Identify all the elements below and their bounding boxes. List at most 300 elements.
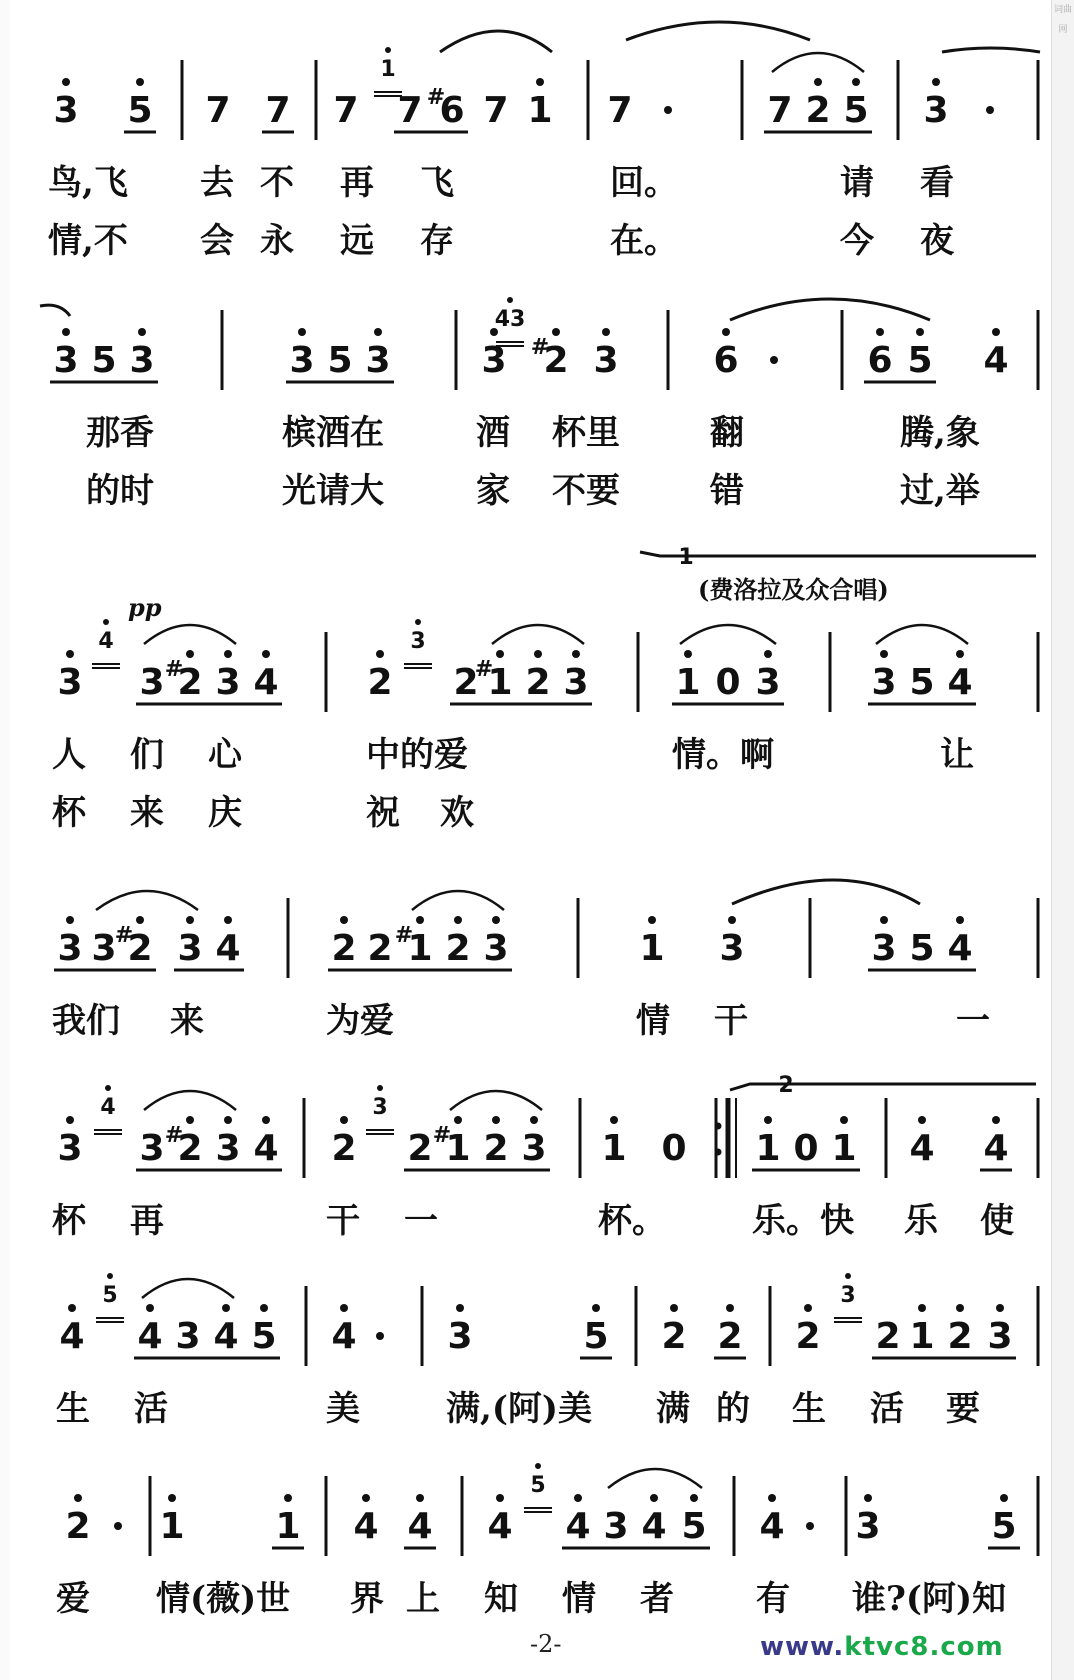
octave-dot bbox=[840, 1116, 848, 1124]
octave-dot bbox=[690, 1494, 698, 1502]
slur-arc bbox=[772, 53, 864, 72]
lyric-verse-2: 庆 bbox=[208, 793, 242, 833]
phrase-slur bbox=[440, 31, 552, 52]
note: 2 bbox=[367, 662, 393, 703]
octave-dot bbox=[416, 916, 424, 924]
lyric-verse-2: 欢 bbox=[440, 793, 474, 833]
repeat-dot bbox=[715, 1123, 722, 1130]
note: 3 bbox=[603, 1506, 629, 1547]
note: 2 bbox=[445, 928, 471, 969]
site-watermark[interactable] bbox=[760, 1632, 1004, 1662]
note: 4 bbox=[215, 928, 241, 969]
octave-dot bbox=[107, 1273, 113, 1279]
note: 3 bbox=[215, 662, 241, 703]
lyric-verse-1: 满 bbox=[656, 1389, 690, 1429]
octave-dot bbox=[492, 916, 500, 924]
octave-dot bbox=[650, 1494, 658, 1502]
note: 5 bbox=[327, 340, 353, 381]
octave-dot bbox=[574, 1494, 582, 1502]
dot-extension bbox=[806, 1522, 814, 1530]
note: 3 bbox=[139, 1128, 165, 1169]
note: 5 bbox=[909, 662, 935, 703]
sharp-sign: # bbox=[164, 657, 184, 682]
octave-dot bbox=[916, 328, 924, 336]
octave-dot bbox=[876, 328, 884, 336]
note: 1 bbox=[487, 662, 513, 703]
sharp-sign: # bbox=[164, 1123, 184, 1148]
octave-dot bbox=[456, 1304, 464, 1312]
octave-dot bbox=[262, 650, 270, 658]
note: 2 bbox=[453, 662, 479, 703]
note: 6 bbox=[439, 90, 465, 131]
note: 7 bbox=[607, 90, 633, 131]
lyric-verse-1: 腾,象 bbox=[900, 413, 980, 453]
octave-dot bbox=[416, 1494, 424, 1502]
note: 3 bbox=[139, 662, 165, 703]
slur-arc bbox=[144, 625, 236, 644]
octave-dot bbox=[454, 1116, 462, 1124]
note: 5 bbox=[909, 928, 935, 969]
lyric-verse-1: 看 bbox=[920, 163, 954, 203]
note: 3 bbox=[57, 1128, 83, 1169]
octave-dot bbox=[610, 1116, 618, 1124]
note: 4 bbox=[565, 1506, 591, 1547]
lyric-verse-1: 谁?(阿)知 bbox=[852, 1579, 1007, 1619]
page-number: -2- bbox=[530, 1630, 562, 1658]
lyric-verse-1: 活 bbox=[134, 1389, 168, 1429]
grace-note: 43 bbox=[494, 307, 526, 332]
note: 5 bbox=[907, 340, 933, 381]
note: 3 bbox=[923, 90, 949, 131]
phrase-slur bbox=[626, 22, 810, 40]
note: 3 bbox=[593, 340, 619, 381]
note: 2 bbox=[875, 1316, 901, 1357]
note: 2 bbox=[795, 1316, 821, 1357]
lyric-verse-2: 来 bbox=[130, 793, 164, 833]
octave-dot bbox=[764, 1116, 772, 1124]
note: 7 bbox=[205, 90, 231, 131]
note: 3 bbox=[987, 1316, 1013, 1357]
note: 1 bbox=[675, 662, 701, 703]
slur-arc bbox=[96, 891, 198, 910]
note: 4 bbox=[353, 1506, 379, 1547]
octave-dot bbox=[535, 1463, 541, 1469]
note: 2 bbox=[661, 1316, 687, 1357]
note: 2 bbox=[127, 928, 153, 969]
lyric-verse-1: 杯。 bbox=[598, 1201, 666, 1241]
octave-dot bbox=[260, 1304, 268, 1312]
lyric-verse-2: 祝 bbox=[366, 793, 400, 833]
octave-dot bbox=[492, 1116, 500, 1124]
lyric-verse-1: 来 bbox=[170, 1001, 204, 1041]
note: 1 bbox=[275, 1506, 301, 1547]
note: 7 bbox=[767, 90, 793, 131]
lyric-verse-1: 界 bbox=[350, 1579, 384, 1619]
note: 4 bbox=[59, 1316, 85, 1357]
note: 2 bbox=[407, 1128, 433, 1169]
note: 3 bbox=[871, 928, 897, 969]
octave-dot bbox=[62, 328, 70, 336]
grace-note: 3 bbox=[372, 1095, 388, 1120]
slur-arc bbox=[412, 891, 504, 910]
note: 4 bbox=[331, 1316, 357, 1357]
note: 4 bbox=[641, 1506, 667, 1547]
note: 5 bbox=[681, 1506, 707, 1547]
octave-dot bbox=[918, 1116, 926, 1124]
note: 2 bbox=[331, 1128, 357, 1169]
lyric-verse-1: 情。啊 bbox=[672, 735, 774, 775]
octave-dot bbox=[552, 328, 560, 336]
note: 3 bbox=[175, 1316, 201, 1357]
lyric-verse-1: 乐。快 bbox=[752, 1201, 854, 1241]
octave-dot bbox=[138, 328, 146, 336]
phrase-slur bbox=[732, 880, 920, 904]
octave-dot bbox=[804, 1304, 812, 1312]
lyric-verse-2: 杯 bbox=[52, 793, 86, 833]
note: 2 bbox=[717, 1316, 743, 1357]
note: 4 bbox=[983, 1128, 1009, 1169]
octave-dot bbox=[66, 1116, 74, 1124]
note: 6 bbox=[713, 340, 739, 381]
note: 4 bbox=[253, 1128, 279, 1169]
octave-dot bbox=[66, 650, 74, 658]
octave-dot bbox=[340, 1304, 348, 1312]
octave-dot bbox=[956, 650, 964, 658]
slur-arc bbox=[450, 1091, 542, 1110]
lyric-verse-1: 再 bbox=[340, 163, 374, 203]
octave-dot bbox=[284, 1494, 292, 1502]
octave-dot bbox=[536, 78, 544, 86]
lyric-verse-1: 者 bbox=[640, 1579, 674, 1619]
note: 2 bbox=[805, 90, 831, 131]
note: 2 bbox=[177, 1128, 203, 1169]
note: 5 bbox=[251, 1316, 277, 1357]
note: 3 bbox=[57, 662, 83, 703]
note: 2 bbox=[483, 1128, 509, 1169]
octave-dot bbox=[956, 916, 964, 924]
lyric-verse-1: 活 bbox=[870, 1389, 904, 1429]
note: 5 bbox=[91, 340, 117, 381]
note: 0 bbox=[661, 1128, 687, 1169]
lyric-verse-1: 情(薇)世 bbox=[156, 1579, 291, 1619]
octave-dot bbox=[340, 1116, 348, 1124]
lyric-verse-1: 为爱 bbox=[326, 1001, 394, 1041]
note: 2 bbox=[367, 928, 393, 969]
lyric-verse-2: 今 bbox=[840, 221, 874, 261]
phrase-slur bbox=[942, 48, 1040, 52]
dot-extension bbox=[986, 106, 994, 114]
octave-dot bbox=[62, 78, 70, 86]
octave-dot bbox=[415, 619, 421, 625]
note: 5 bbox=[991, 1506, 1017, 1547]
lyric-verse-1: 让 bbox=[940, 735, 974, 775]
chorus-note: (费洛拉及众合唱) bbox=[698, 575, 889, 604]
dot-extension bbox=[114, 1522, 122, 1530]
octave-dot bbox=[224, 1116, 232, 1124]
note: 2 bbox=[947, 1316, 973, 1357]
note: 3 bbox=[871, 662, 897, 703]
octave-dot bbox=[880, 650, 888, 658]
note: 3 bbox=[365, 340, 391, 381]
lyric-verse-2: 不要 bbox=[552, 471, 620, 511]
octave-dot bbox=[224, 916, 232, 924]
grace-note: 5 bbox=[102, 1283, 118, 1308]
octave-dot bbox=[726, 1304, 734, 1312]
note: 2 bbox=[177, 662, 203, 703]
lyric-verse-1: 生 bbox=[56, 1389, 90, 1429]
octave-dot bbox=[377, 1085, 383, 1091]
note: 4 bbox=[407, 1506, 433, 1547]
grace-note: 1 bbox=[380, 57, 396, 82]
note: 3 bbox=[563, 662, 589, 703]
octave-dot bbox=[136, 916, 144, 924]
octave-dot bbox=[918, 1304, 926, 1312]
octave-dot bbox=[992, 328, 1000, 336]
side-watermark-label: 词曲网 bbox=[1053, 5, 1072, 35]
lyric-verse-1: 爱 bbox=[56, 1579, 90, 1619]
octave-dot bbox=[186, 1116, 194, 1124]
note: 1 bbox=[755, 1128, 781, 1169]
note: 4 bbox=[947, 662, 973, 703]
octave-dot bbox=[670, 1304, 678, 1312]
octave-dot bbox=[1000, 1494, 1008, 1502]
note: 4 bbox=[947, 928, 973, 969]
sharp-sign: # bbox=[114, 923, 134, 948]
note: 3 bbox=[129, 340, 155, 381]
lyric-verse-1: 杯里 bbox=[552, 413, 620, 453]
octave-dot bbox=[728, 916, 736, 924]
octave-dot bbox=[340, 916, 348, 924]
grace-note: 5 bbox=[530, 1473, 546, 1498]
octave-dot bbox=[186, 650, 194, 658]
note: 1 bbox=[407, 928, 433, 969]
octave-dot bbox=[507, 297, 513, 303]
lyric-verse-1: 一 bbox=[956, 1001, 990, 1041]
lyric-verse-1: 请 bbox=[840, 163, 874, 203]
lyric-verse-1: 干 bbox=[326, 1201, 360, 1241]
note: 0 bbox=[715, 662, 741, 703]
sharp-sign: # bbox=[394, 923, 414, 948]
octave-dot bbox=[572, 650, 580, 658]
lyric-verse-1: 人 bbox=[52, 735, 86, 775]
side-watermark-strip bbox=[1051, 0, 1074, 1680]
octave-dot bbox=[146, 1304, 154, 1312]
octave-dot bbox=[105, 1085, 111, 1091]
note: 4 bbox=[983, 340, 1009, 381]
octave-dot bbox=[362, 1494, 370, 1502]
note: 1 bbox=[601, 1128, 627, 1169]
octave-dot bbox=[768, 1494, 776, 1502]
lyric-verse-1: 酒 bbox=[476, 413, 510, 453]
lyric-verse-2: 会 bbox=[200, 221, 234, 261]
note: 3 bbox=[57, 928, 83, 969]
slur-arc bbox=[608, 1469, 702, 1488]
lyric-verse-2: 家 bbox=[476, 471, 510, 511]
octave-dot bbox=[262, 1116, 270, 1124]
note: 6 bbox=[867, 340, 893, 381]
octave-dot bbox=[186, 916, 194, 924]
note: 4 bbox=[759, 1506, 785, 1547]
slur-arc bbox=[492, 625, 584, 644]
note: 3 bbox=[755, 662, 781, 703]
sharp-sign: # bbox=[530, 335, 550, 360]
grace-note: 4 bbox=[98, 629, 114, 654]
lyric-verse-1: 有 bbox=[756, 1579, 790, 1619]
octave-dot bbox=[722, 328, 730, 336]
note: 3 bbox=[289, 340, 315, 381]
volta-number-2: 2 bbox=[778, 1073, 794, 1098]
lyric-verse-1: 干 bbox=[714, 1001, 748, 1041]
dot-extension bbox=[770, 356, 778, 364]
volta-bracket-1 bbox=[640, 552, 1036, 556]
note: 2 bbox=[543, 340, 569, 381]
octave-dot bbox=[103, 619, 109, 625]
lyric-verse-2: 远 bbox=[340, 221, 374, 261]
octave-dot bbox=[222, 1304, 230, 1312]
grace-note: 3 bbox=[840, 1283, 856, 1308]
note: 7 bbox=[483, 90, 509, 131]
phrase-slur bbox=[40, 305, 70, 316]
slur-arc bbox=[680, 625, 776, 644]
octave-dot bbox=[814, 78, 822, 86]
note: 4 bbox=[137, 1316, 163, 1357]
note: 5 bbox=[583, 1316, 609, 1357]
note: 3 bbox=[91, 928, 117, 969]
octave-dot bbox=[956, 1304, 964, 1312]
octave-dot bbox=[136, 78, 144, 86]
lyric-verse-1: 飞 bbox=[420, 163, 454, 203]
note: 7 bbox=[333, 90, 359, 131]
note: 1 bbox=[159, 1506, 185, 1547]
note: 3 bbox=[855, 1506, 881, 1547]
dynamic-marking: pp bbox=[128, 593, 162, 622]
note: 3 bbox=[521, 1128, 547, 1169]
octave-dot bbox=[992, 1116, 1000, 1124]
lyric-verse-1: 鸟,飞 bbox=[48, 163, 128, 203]
note: 7 bbox=[265, 90, 291, 131]
lyric-verse-1: 我们 bbox=[52, 1001, 120, 1041]
note: 2 bbox=[525, 662, 551, 703]
note: 7 bbox=[397, 90, 423, 131]
lyric-verse-1: 们 bbox=[130, 735, 164, 775]
lyric-verse-2: 的时 bbox=[86, 471, 154, 511]
lyric-verse-1: 情 bbox=[636, 1001, 670, 1041]
note: 3 bbox=[447, 1316, 473, 1357]
lyric-verse-1: 一 bbox=[404, 1201, 438, 1241]
octave-dot bbox=[602, 328, 610, 336]
phrase-slur bbox=[730, 299, 930, 320]
note: 4 bbox=[253, 662, 279, 703]
lyric-verse-1: 翻 bbox=[710, 413, 744, 453]
slur-arc bbox=[876, 625, 968, 644]
sharp-sign: # bbox=[432, 1123, 452, 1148]
lyric-verse-1: 回。 bbox=[610, 163, 678, 203]
octave-dot bbox=[224, 650, 232, 658]
note: 4 bbox=[487, 1506, 513, 1547]
lyric-verse-1: 美 bbox=[326, 1389, 360, 1429]
octave-dot bbox=[68, 1304, 76, 1312]
lyric-verse-1: 生 bbox=[792, 1389, 826, 1429]
lyric-verse-1: 上 bbox=[406, 1579, 440, 1619]
lyric-verse-1: 的 bbox=[716, 1389, 750, 1429]
octave-dot bbox=[168, 1494, 176, 1502]
octave-dot bbox=[298, 328, 306, 336]
octave-dot bbox=[764, 650, 772, 658]
lyric-verse-1: 使 bbox=[980, 1201, 1014, 1241]
lyric-verse-2: 永 bbox=[260, 221, 294, 261]
lyric-verse-1: 要 bbox=[946, 1389, 980, 1429]
lyric-verse-1: 去 bbox=[200, 163, 234, 203]
note: 1 bbox=[445, 1128, 471, 1169]
note: 1 bbox=[909, 1316, 935, 1357]
note: 4 bbox=[909, 1128, 935, 1169]
lyric-verse-1: 乐 bbox=[904, 1201, 938, 1241]
octave-dot bbox=[66, 916, 74, 924]
lyric-verse-1: 情 bbox=[562, 1579, 596, 1619]
slur-arc bbox=[142, 1279, 234, 1298]
note: 2 bbox=[65, 1506, 91, 1547]
octave-dot bbox=[74, 1494, 82, 1502]
octave-dot bbox=[592, 1304, 600, 1312]
note: 0 bbox=[793, 1128, 819, 1169]
octave-dot bbox=[376, 650, 384, 658]
volta-number-1: 1 bbox=[678, 545, 694, 570]
lyric-verse-1: 再 bbox=[130, 1201, 164, 1241]
note: 3 bbox=[215, 1128, 241, 1169]
note: 3 bbox=[719, 928, 745, 969]
sharp-sign: # bbox=[474, 657, 494, 682]
lyric-verse-1: 杯 bbox=[52, 1201, 86, 1241]
note: 2 bbox=[331, 928, 357, 969]
dot-extension bbox=[664, 106, 672, 114]
octave-dot bbox=[530, 1116, 538, 1124]
octave-dot bbox=[684, 650, 692, 658]
octave-dot bbox=[496, 1494, 504, 1502]
note: 5 bbox=[127, 90, 153, 131]
note: 3 bbox=[53, 340, 79, 381]
note: 1 bbox=[831, 1128, 857, 1169]
repeat-dot bbox=[715, 1149, 722, 1156]
octave-dot bbox=[648, 916, 656, 924]
note: 3 bbox=[177, 928, 203, 969]
lyric-verse-1: 心 bbox=[208, 735, 242, 775]
note: 4 bbox=[213, 1316, 239, 1357]
octave-dot bbox=[454, 916, 462, 924]
octave-dot bbox=[385, 47, 391, 53]
note: 1 bbox=[527, 90, 553, 131]
lyric-verse-1: 满,(阿)美 bbox=[446, 1389, 593, 1429]
watermark-part1: www. bbox=[760, 1632, 845, 1662]
lyric-verse-2: 错 bbox=[710, 471, 744, 511]
lyric-verse-2: 存 bbox=[420, 221, 454, 261]
note: 3 bbox=[481, 340, 507, 381]
octave-dot bbox=[374, 328, 382, 336]
octave-dot bbox=[996, 1304, 1004, 1312]
note: 3 bbox=[53, 90, 79, 131]
octave-dot bbox=[534, 650, 542, 658]
watermark-part2: ktvc8.com bbox=[844, 1632, 1004, 1662]
lyric-verse-1: 槟酒在 bbox=[282, 413, 384, 453]
note: 5 bbox=[843, 90, 869, 131]
octave-dot bbox=[845, 1273, 851, 1279]
lyric-verse-1: 那香 bbox=[86, 413, 154, 453]
volta-bracket-2 bbox=[730, 1084, 1036, 1090]
lyric-verse-2: 情,不 bbox=[48, 221, 128, 261]
slur-arc bbox=[144, 1091, 236, 1110]
lyric-verse-2: 光请大 bbox=[282, 471, 384, 511]
note: 1 bbox=[639, 928, 665, 969]
grace-note: 3 bbox=[410, 629, 426, 654]
